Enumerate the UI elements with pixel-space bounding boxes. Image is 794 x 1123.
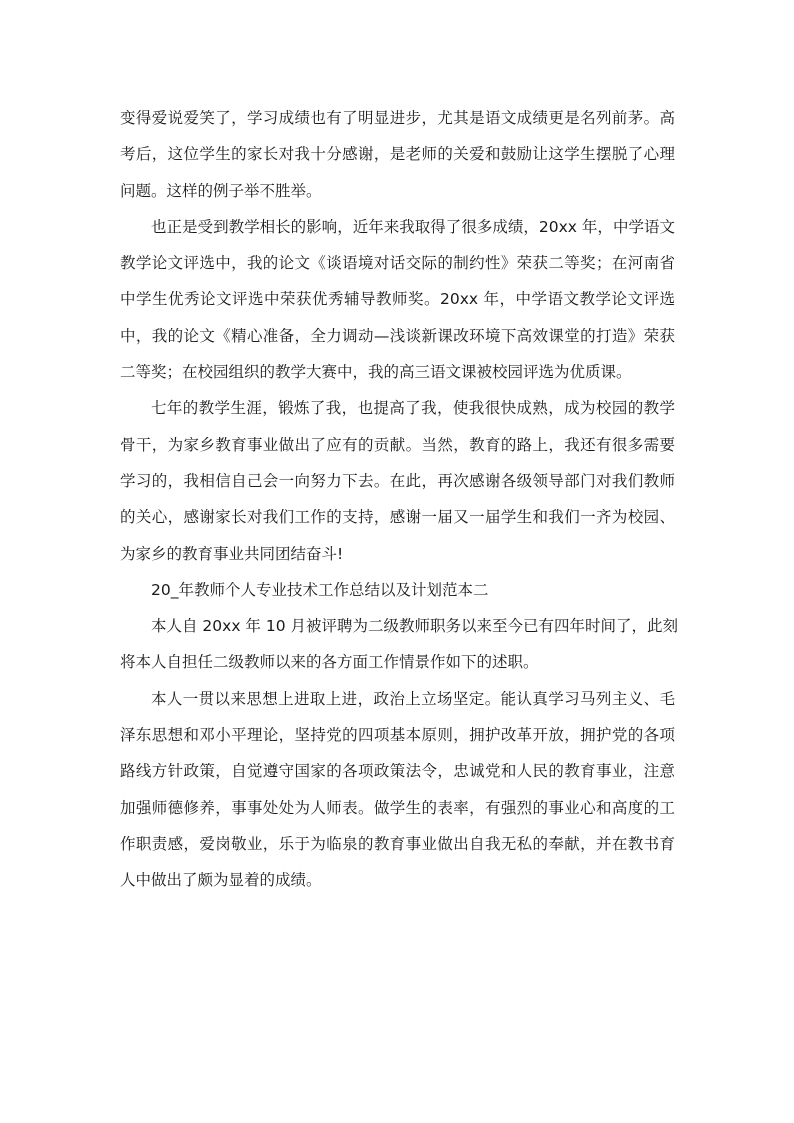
text-line: 路线方针政策，自觉遵守国家的各项政策法令，忠诚党和人民的教育事业，注意	[120, 762, 675, 781]
text-line: 问题。这样的例子举不胜举。	[120, 181, 322, 200]
text-line: 的关心，感谢家长对我们工作的支持，感谢一届又一届学生和我们一齐为校园、	[120, 508, 675, 527]
text-line: 作职责感，爱岗敬业，乐于为临泉的教育事业做出自我无私的奉献，并在教书育	[120, 834, 675, 853]
text-line: 中学生优秀论文评选中荣获优秀辅导教师奖。20xx 年，中学语文教学论文评选	[120, 290, 675, 309]
text-line: 变得爱说爱笑了，学习成绩也有了明显进步，尤其是语文成绩更是名列前茅。高	[120, 109, 675, 127]
text-line: 加强师德修养，事事处处为人师表。做学生的表率，有强烈的事业心和高度的工	[120, 798, 675, 817]
text-line: 人中做出了颇为显着的成绩。	[120, 871, 322, 890]
document-body	[120, 100, 679, 899]
text-line: 将本人自担任二级教师以来的各方面工作情景作如下的述职。	[120, 653, 539, 672]
text-line: 教学论文评选中，我的论文《谈语境对话交际的制约性》荣获二等奖；在河南省	[120, 254, 675, 273]
text-line: 七年的教学生涯，锻炼了我，也提高了我，使我很快成熟，成为校园的教学	[151, 399, 675, 418]
section-heading: 20_年教师个人专业技术工作总结以及计划范本二	[151, 580, 489, 599]
text-line: 泽东思想和邓小平理论，坚持党的四项基本原则，拥护改革开放，拥护党的各项	[120, 726, 675, 745]
text-line: 本人一贯以来思想上进取上进，政治上立场坚定。能认真学习马列主义、毛	[151, 689, 675, 708]
text-line: 骨干，为家乡教育事业做出了应有的贡献。当然，教育的路上，我还有很多需要	[120, 435, 675, 454]
text-line: 中，我的论文《精心准备，全力调动—浅谈新课改环境下高效课堂的打造》荣获	[120, 326, 675, 345]
text-line: 为家乡的教育事业共同团结奋斗!	[120, 544, 344, 563]
text-line: 考后，这位学生的家长对我十分感谢，是老师的关爱和鼓励让这学生摆脱了心理	[120, 145, 675, 164]
text-line: 本人自 20xx 年 10 月被评聘为二级教师职务以来至今已有四年时间了，此刻	[151, 617, 679, 636]
text-line: 学习的，我相信自己会一向努力下去。在此，再次感谢各级领导部门对我们教师	[120, 471, 675, 490]
text-line: 二等奖；在校园组织的教学大赛中，我的高三语文课被校园评选为优质课。	[120, 363, 632, 382]
text-line: 也正是受到教学相长的影响，近年来我取得了很多成绩，20xx 年，中学语文	[151, 217, 675, 236]
